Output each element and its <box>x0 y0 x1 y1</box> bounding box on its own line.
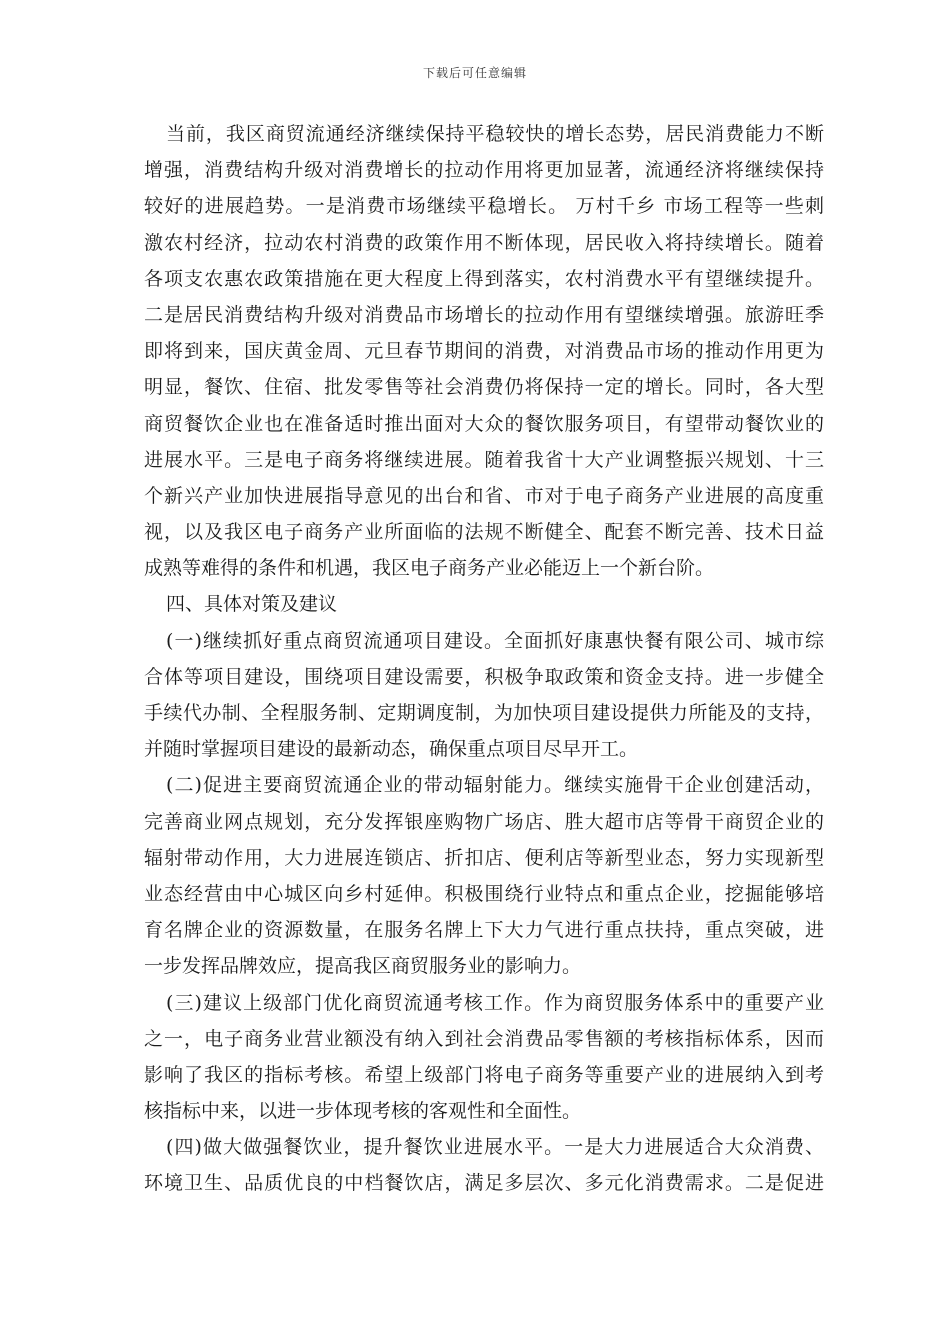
text-line: 合体等项目建设，围绕项目建设需要，积极争取政策和资金支持。进一步健全 <box>144 665 824 688</box>
text-line: 手续代办制、全程服务制、定期调度制，为加快项目建设提供力所能及的支持， <box>144 702 824 724</box>
text-line: 个新兴产业加快进展指导意见的出台和省、市对于电子商务产业进展的高度重 <box>144 484 824 507</box>
text-line: 一步发挥品牌效应，提高我区商贸服务业的影响力。 <box>144 955 582 978</box>
text-line: (三)建议上级部门优化商贸流通考核工作。作为商贸服务体系中的重要产业 <box>166 991 824 1014</box>
text-line: (二)促进主要商贸流通企业的带动辐射能力。继续实施骨干企业创建活动， <box>166 774 824 797</box>
text-line: 各项支农惠农政策措施在更大程度上得到落实，农村消费水平有望继续提升。 <box>144 267 824 290</box>
text-line: 完善商业网点规划，充分发挥银座购物广场店、胜大超市店等骨干商贸企业的 <box>144 810 824 833</box>
page-header: 下载后可任意编辑 <box>422 66 527 80</box>
text-line: 影响了我区的指标考核。希望上级部门将电子商务等重要产业的进展纳入到考 <box>144 1063 824 1086</box>
text-line: 之一，电子商务业营业额没有纳入到社会消费品零售额的考核指标体系，因而 <box>144 1027 824 1050</box>
section-heading: 四、具体对策及建议 <box>166 593 338 616</box>
text-line: 成熟等难得的条件和机遇，我区电子商务产业必能迈上一个新台阶。 <box>144 557 715 580</box>
text-line: 商贸餐饮企业也在准备适时推出面对大众的餐饮服务项目，有望带动餐饮业的 <box>144 412 824 435</box>
text-line: 进展水平。三是电子商务将继续进展。随着我省十大产业调整振兴规划、十三 <box>144 448 824 471</box>
text-line: 二是居民消费结构升级对消费品市场增长的拉动作用有望继续增强。旅游旺季 <box>144 303 824 326</box>
text-line: 较好的进展趋势。一是消费市场继续平稳增长。 万村千乡 市场工程等一些刺 <box>144 195 824 218</box>
text-line: 明显，餐饮、住宿、批发零售等社会消费仍将保持一定的增长。同时，各大型 <box>144 376 824 399</box>
text-line: 视，以及我区电子商务产业所面临的法规不断健全、配套不断完善、技术日益 <box>144 521 824 544</box>
text-line: 即将到来，国庆黄金周、元旦春节期间的消费，对消费品市场的推动作用更为 <box>144 340 824 363</box>
text-line: 业态经营由中心城区向乡村延伸。积极围绕行业特点和重点企业，挖掘能够培 <box>144 882 824 905</box>
text-line: (一)继续抓好重点商贸流通项目建设。全面抓好康惠快餐有限公司、城市综 <box>166 629 824 652</box>
text-line: 环境卫生、品质优良的中档餐饮店，满足多层次、多元化消费需求。二是促进 <box>144 1172 824 1195</box>
document-body <box>144 116 824 1202</box>
text-line: 增强，消费结构升级对消费增长的拉动作用将更加显著，流通经济将继续保持 <box>144 159 824 182</box>
text-line: 当前，我区商贸流通经济继续保持平稳较快的增长态势，居民消费能力不断 <box>166 123 824 145</box>
text-line: 辐射带动作用，大力进展连锁店、折扣店、便利店等新型业态，努力实现新型 <box>144 846 824 869</box>
text-line: 并随时掌握项目建设的最新动态，确保重点项目尽早开工。 <box>144 738 639 761</box>
text-line: 育名牌企业的资源数量，在服务名牌上下大力气进行重点扶持，重点突破，进 <box>144 919 824 942</box>
text-line: 核指标中来，以进一步体现考核的客观性和全面性。 <box>144 1100 582 1123</box>
text-line: (四)做大做强餐饮业，提升餐饮业进展水平。一是大力进展适合大众消费、 <box>166 1136 824 1159</box>
text-line: 激农村经济，拉动农村消费的政策作用不断体现，居民收入将持续增长。随着 <box>144 231 824 254</box>
